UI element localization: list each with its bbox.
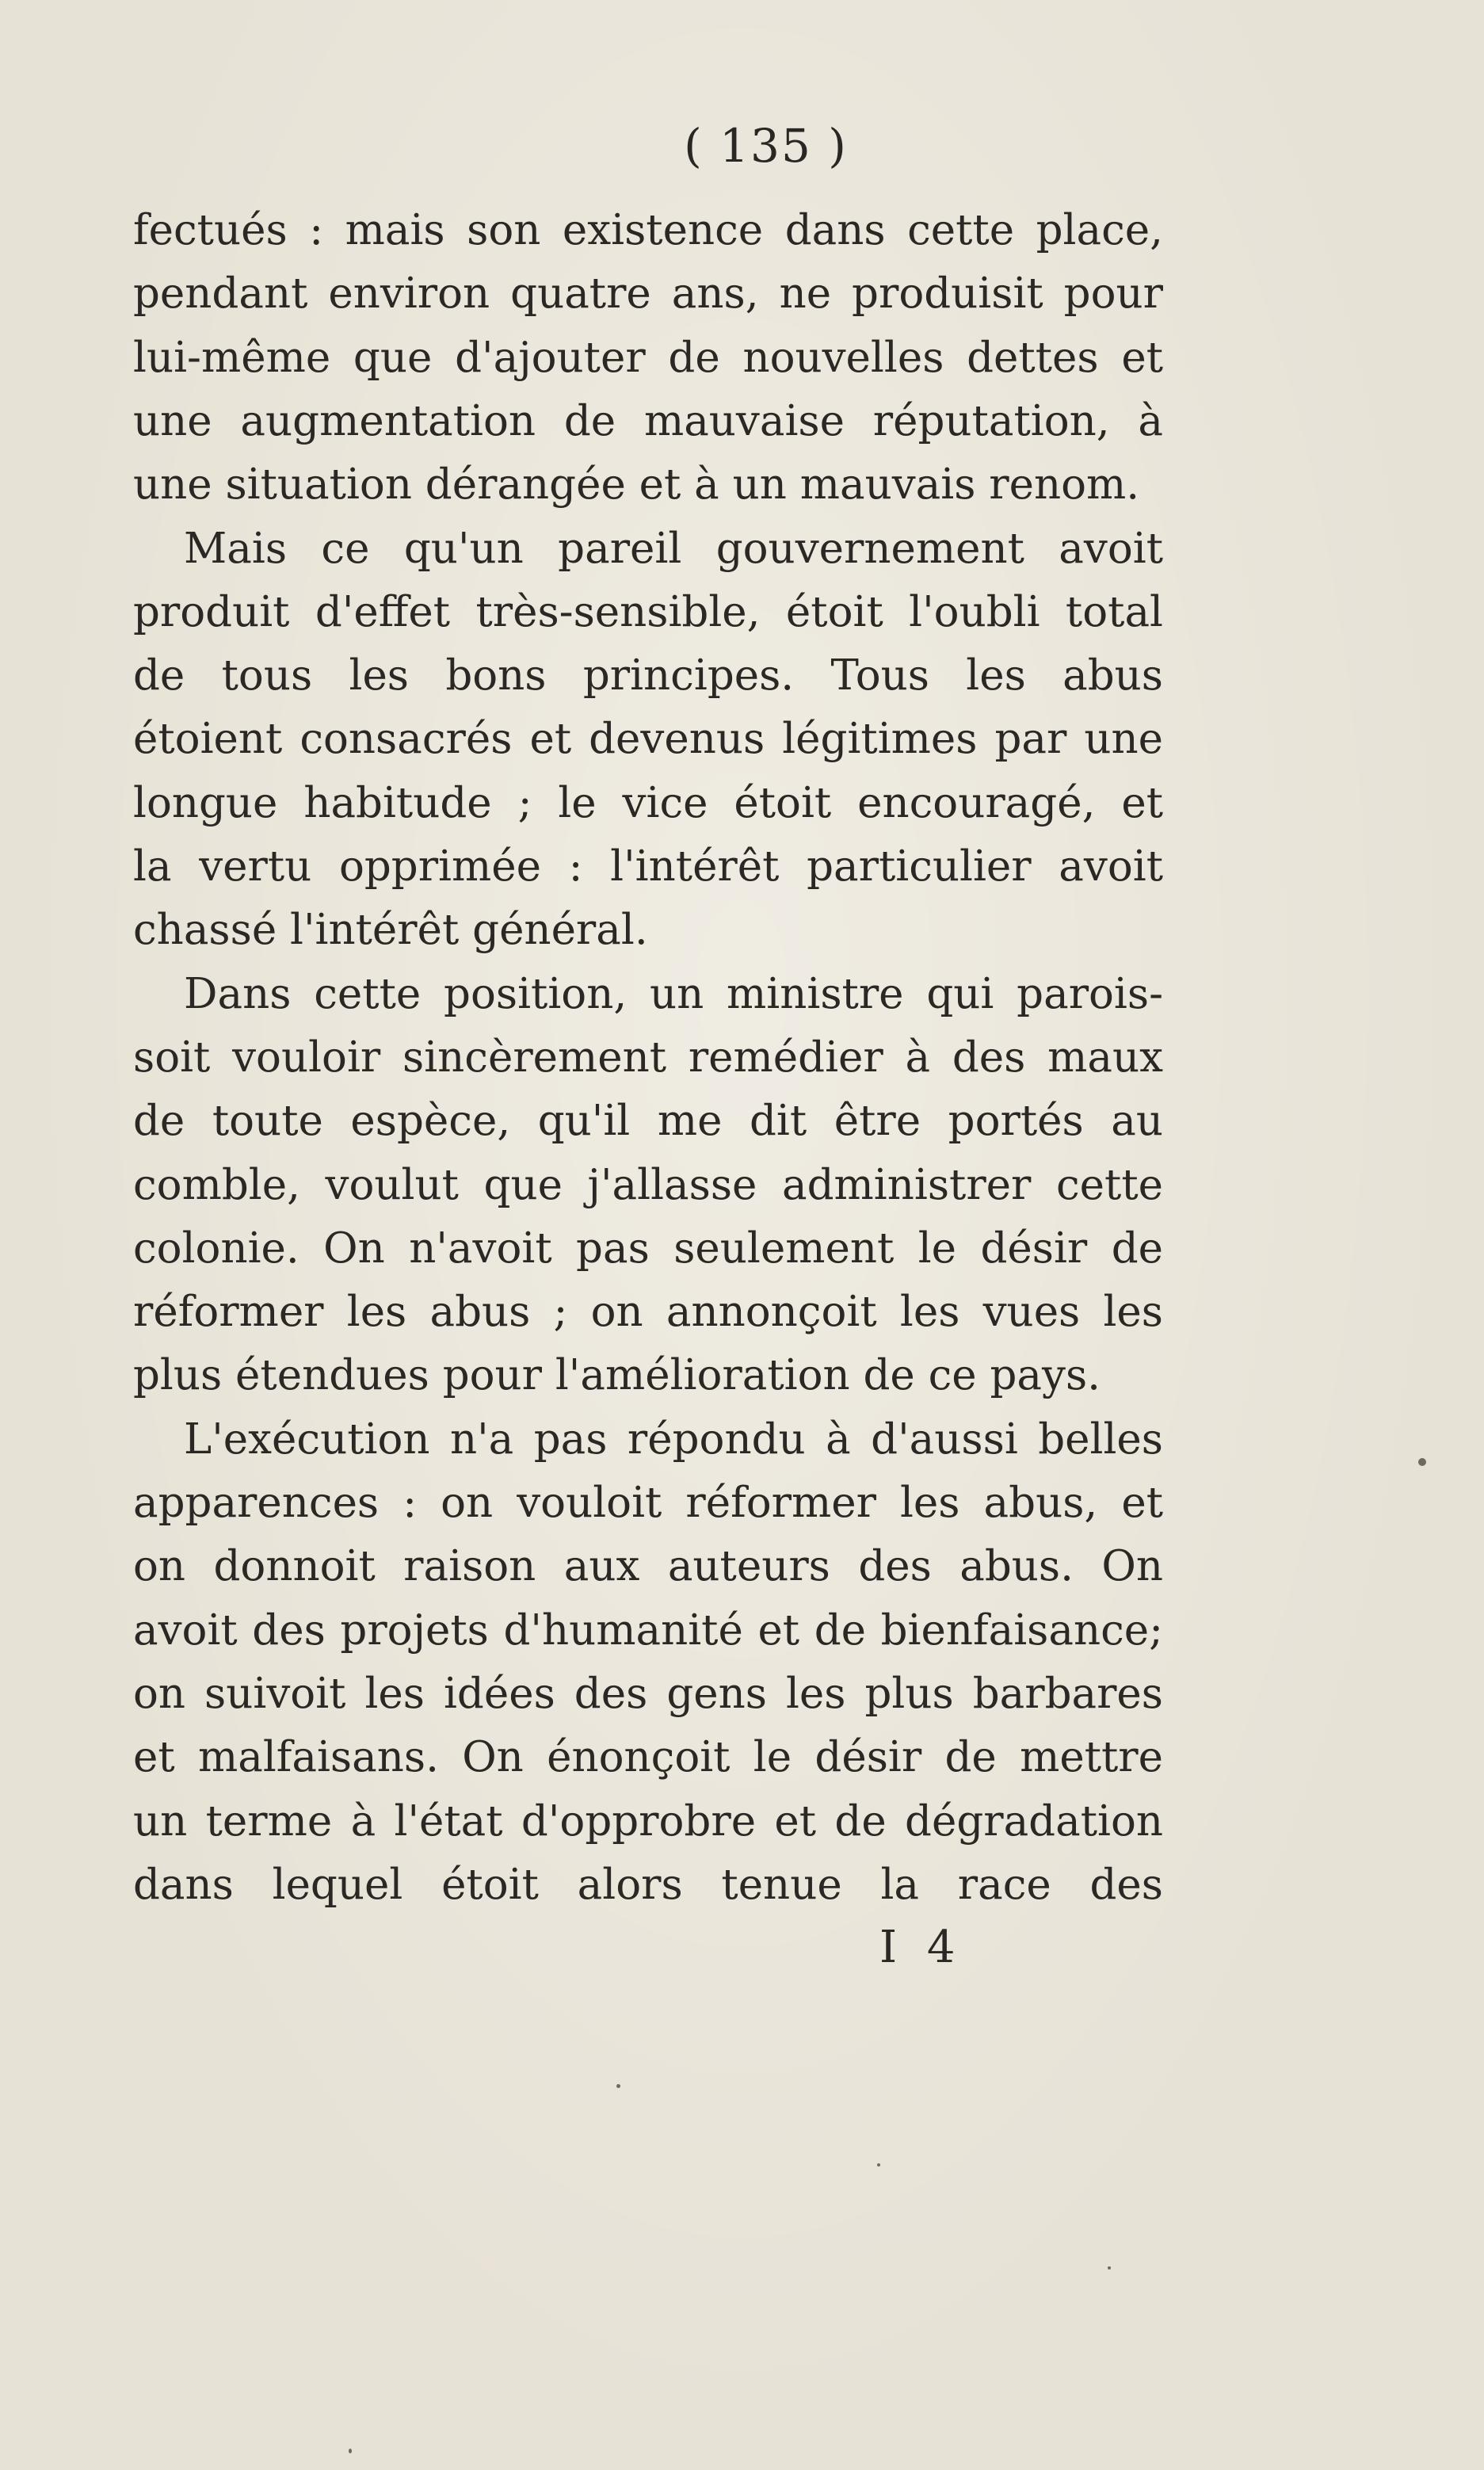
text-line: Dans cette position, un ministre qui parois- xyxy=(184,969,1163,1018)
text-line: de toute espèce, qu'il me dit être portés au xyxy=(133,1097,1163,1146)
paper-speck xyxy=(877,2163,880,2166)
paper-speck xyxy=(616,2084,620,2088)
text-line: une situation dérangée et à un mauvais renom. xyxy=(133,460,1140,510)
text-line: une augmentation de mauvaise réputation, à xyxy=(133,396,1163,445)
text-line: pendant environ quatre ans, ne produisit pour xyxy=(133,269,1163,319)
text-line: Mais ce qu'un pareil gouvernement avoit xyxy=(184,524,1163,573)
text-line: produit d'effet très-sensible, étoit l'oubli total xyxy=(133,587,1163,636)
text-line: on donnoit raison aux auteurs des abus. On xyxy=(133,1542,1163,1591)
text-line: dans lequel étoit alors tenue la race des xyxy=(133,1860,1163,1909)
page-number-header: ( 135 ) xyxy=(684,119,848,173)
text-line: plus étendues pour l'amélioration de ce pays. xyxy=(133,1351,1101,1400)
text-line: soit vouloir sincèrement remédier à des maux xyxy=(133,1033,1163,1082)
text-line: L'exécution n'a pas répondu à d'aussi belles xyxy=(184,1414,1163,1464)
text-line: réformer les abus ; on annonçoit les vues les xyxy=(133,1288,1163,1337)
text-line: fectués : mais son existence dans cette place, xyxy=(133,206,1163,254)
text-line: longue habitude ; le vice étoit encouragé, et xyxy=(133,778,1163,827)
text-line: et malfaisans. On énonçoit le désir de mettre xyxy=(133,1733,1163,1782)
text-line: avoit des projets d'humanité et de bienfaisance; xyxy=(133,1605,1163,1655)
paper-speck xyxy=(1108,2266,1111,2270)
text-line: étoient consacrés et devenus légitimes par une xyxy=(133,715,1163,764)
text-line: colonie. On n'avoit pas seulement le désir de xyxy=(133,1224,1163,1273)
paper-speck xyxy=(1418,1458,1426,1466)
text-line: comble, voulut que j'allasse administrer cette xyxy=(133,1160,1163,1209)
text-line: un terme à l'état d'opprobre et de dégradation xyxy=(133,1796,1163,1846)
text-line: on suivoit les idées des gens les plus barbares xyxy=(133,1669,1163,1718)
signature-mark: I 4 xyxy=(879,1922,963,1973)
text-line: lui-même que d'ajouter de nouvelles dettes et xyxy=(133,333,1163,382)
text-line: la vertu opprimée : l'intérêt particulier avoit xyxy=(133,842,1163,891)
paper-speck xyxy=(349,2449,352,2453)
text-line: chassé l'intérêt général. xyxy=(133,906,648,955)
text-line: de tous les bons principes. Tous les abus xyxy=(133,651,1163,701)
text-line: apparences : on vouloit réformer les abus, et xyxy=(133,1479,1163,1527)
